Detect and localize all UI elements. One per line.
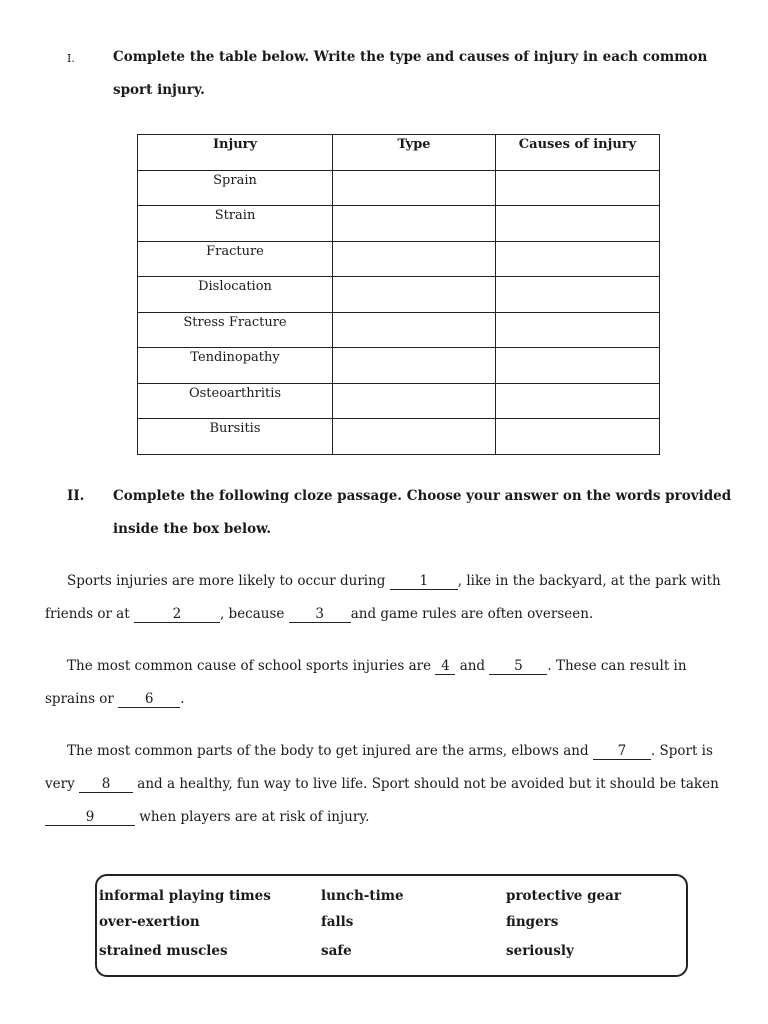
type-cell[interactable] [333, 383, 496, 419]
type-cell[interactable] [333, 348, 496, 384]
causes-cell[interactable] [496, 277, 660, 313]
blank-8[interactable]: 8 [79, 777, 133, 793]
injury-name: Stress Fracture [138, 312, 333, 348]
section-1-instruction-line-1: Complete the table below. Write the type and causes of injury in each common [113, 49, 708, 65]
injury-name: Bursitis [138, 419, 333, 455]
table-row [138, 241, 660, 277]
word-option: fingers [506, 914, 559, 930]
injury-name: Dislocation [138, 277, 333, 313]
blank-2[interactable]: 2 [134, 607, 220, 623]
type-cell[interactable] [333, 312, 496, 348]
passage-line-4: sprains or 6 . [45, 691, 185, 707]
passage-line-5: The most common parts of the body to get injured are the arms, elbows and 7 . Sport is [67, 743, 713, 759]
word-option: safe [321, 943, 352, 959]
word-option: over-exertion [99, 914, 200, 930]
type-cell[interactable] [333, 419, 496, 455]
section-2-instruction-line-1: Complete the following cloze passage. Choose your answer on the words provided [113, 488, 732, 504]
passage-line-6: very 8 and a healthy, fun way to live life. Sport should not be avoided but it should be taken [45, 776, 719, 792]
word-option: lunch-time [321, 888, 404, 904]
injury-table [137, 134, 660, 455]
blank-4[interactable]: 4 [435, 659, 455, 675]
section-1-instruction-line-2: sport injury. [113, 82, 205, 98]
section-2-number: II. [67, 488, 85, 504]
type-cell[interactable] [333, 206, 496, 242]
type-cell[interactable] [333, 170, 496, 206]
causes-cell[interactable] [496, 383, 660, 419]
table-row [138, 206, 660, 242]
injury-name: Osteoarthritis [138, 383, 333, 419]
table-row [138, 170, 660, 206]
table-row [138, 312, 660, 348]
injury-name: Fracture [138, 241, 333, 277]
passage-line-1: Sports injuries are more likely to occur during 1 , like in the backyard, at the park with [67, 573, 721, 589]
word-option: protective gear [506, 888, 621, 904]
injury-name: Tendinopathy [138, 348, 333, 384]
causes-cell[interactable] [496, 206, 660, 242]
injury-name: Strain [138, 206, 333, 242]
header-type: Type [333, 135, 496, 171]
blank-7[interactable]: 7 [593, 744, 651, 760]
blank-3[interactable]: 3 [289, 607, 351, 623]
blank-9[interactable]: 9 [45, 810, 135, 826]
causes-cell[interactable] [496, 348, 660, 384]
section-1-number: I. [67, 52, 75, 65]
word-option: strained muscles [99, 943, 228, 959]
header-causes: Causes of injury [496, 135, 660, 171]
blank-6[interactable]: 6 [118, 692, 180, 708]
passage-line-2: friends or at 2 , because 3 and game rules are often overseen. [45, 606, 594, 622]
causes-cell[interactable] [496, 312, 660, 348]
header-injury: Injury [138, 135, 333, 171]
table-row [138, 383, 660, 419]
causes-cell[interactable] [496, 170, 660, 206]
causes-cell[interactable] [496, 241, 660, 277]
table-row [138, 277, 660, 313]
blank-5[interactable]: 5 [489, 659, 547, 675]
type-cell[interactable] [333, 277, 496, 313]
word-bank-box [95, 874, 688, 977]
word-option: informal playing times [99, 888, 271, 904]
type-cell[interactable] [333, 241, 496, 277]
table-row [138, 419, 660, 455]
word-option: falls [321, 914, 354, 930]
blank-1[interactable]: 1 [390, 574, 458, 590]
passage-line-3: The most common cause of school sports injuries are 4 and 5 . These can result in [67, 658, 687, 674]
table-row [138, 348, 660, 384]
section-2-instruction-line-2: inside the box below. [113, 521, 272, 537]
passage-line-7: 9 when players are at risk of injury. [45, 809, 369, 826]
causes-cell[interactable] [496, 419, 660, 455]
injury-name: Sprain [138, 170, 333, 206]
table-header-row [138, 135, 660, 171]
word-option: seriously [506, 943, 574, 959]
